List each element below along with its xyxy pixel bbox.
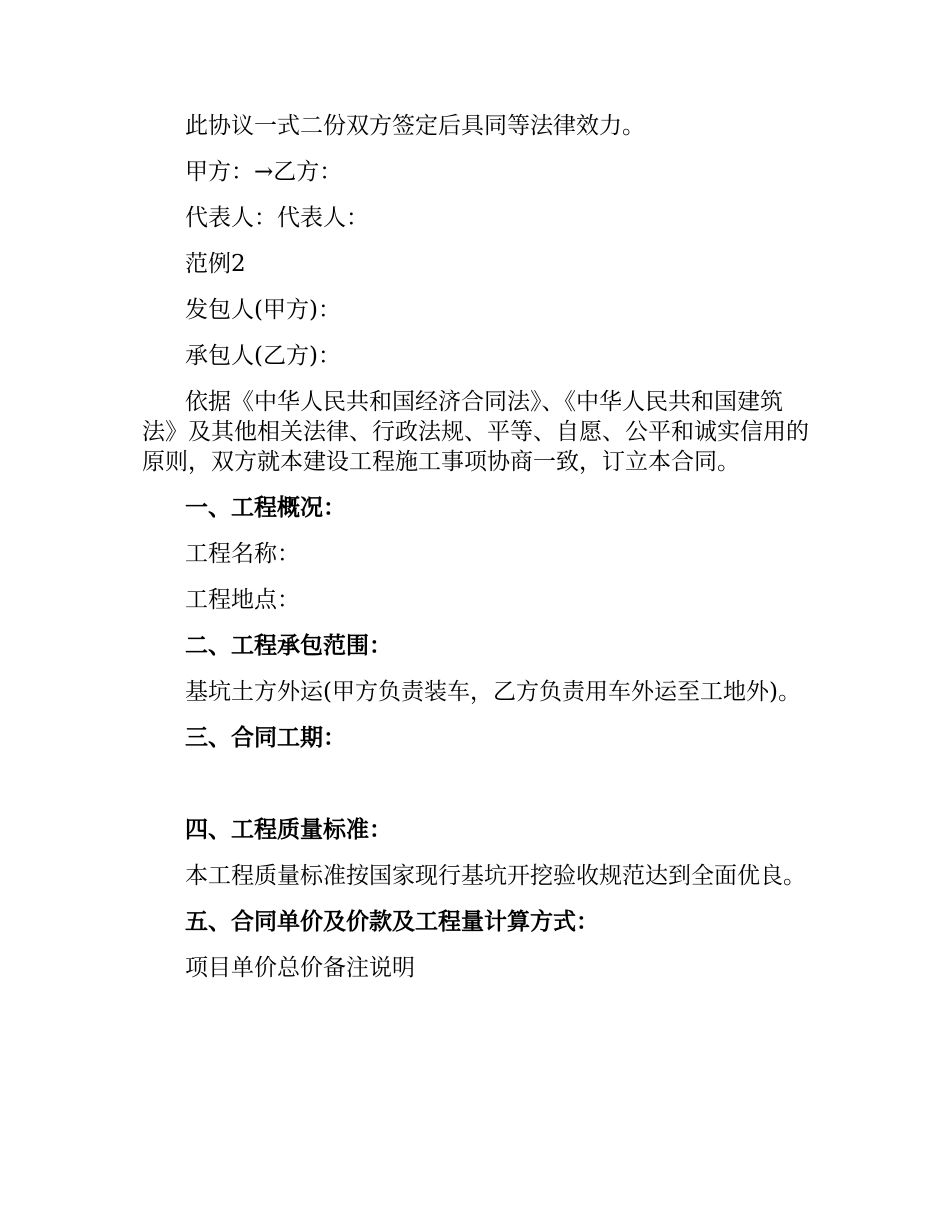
- paragraph-party-signatures: 甲方：→乙方：: [185, 159, 343, 185]
- paragraph-project-name: 工程名称：: [185, 541, 300, 567]
- paragraph-project-location: 工程地点：: [185, 587, 300, 613]
- heading-project-overview: 一、工程概况：: [185, 494, 346, 521]
- heading-quality-standard: 四、工程质量标准：: [185, 816, 392, 843]
- paragraph-legal-basis: 依据《中华人民共和国经济合同法》、《中华人民共和国建筑法》及其他相关法律、行政法规、平等、自愿、公平和诚实信用的原则，双方就本建设工程施工事项协商一致，订立本合同。: [142, 389, 809, 475]
- document-body: [142, 111, 812, 999]
- paragraph-pricing-columns: 项目单价总价备注说明: [185, 955, 415, 981]
- paragraph-contractor-party-a: 发包人(甲方)：: [185, 297, 341, 323]
- paragraph-quality-detail: 本工程质量标准按国家现行基坑开挖验收规范达到全面优良。: [185, 863, 806, 889]
- paragraph-representatives: 代表人：代表人：: [185, 205, 369, 231]
- paragraph-contractor-party-b: 承包人(乙方)：: [185, 343, 341, 369]
- paragraph-example-2: 范例2: [185, 251, 246, 277]
- paragraph-scope-detail: 基坑土方外运(甲方负责装车，乙方负责用车外运至工地外)。: [185, 679, 801, 705]
- heading-pricing-method: 五、合同单价及价款及工程量计算方式：: [185, 908, 599, 935]
- heading-contract-scope: 二、工程承包范围：: [185, 632, 392, 659]
- heading-contract-period: 三、合同工期：: [185, 724, 346, 751]
- paragraph-copies-clause: 此协议一式二份双方签定后具同等法律效力。: [185, 113, 645, 139]
